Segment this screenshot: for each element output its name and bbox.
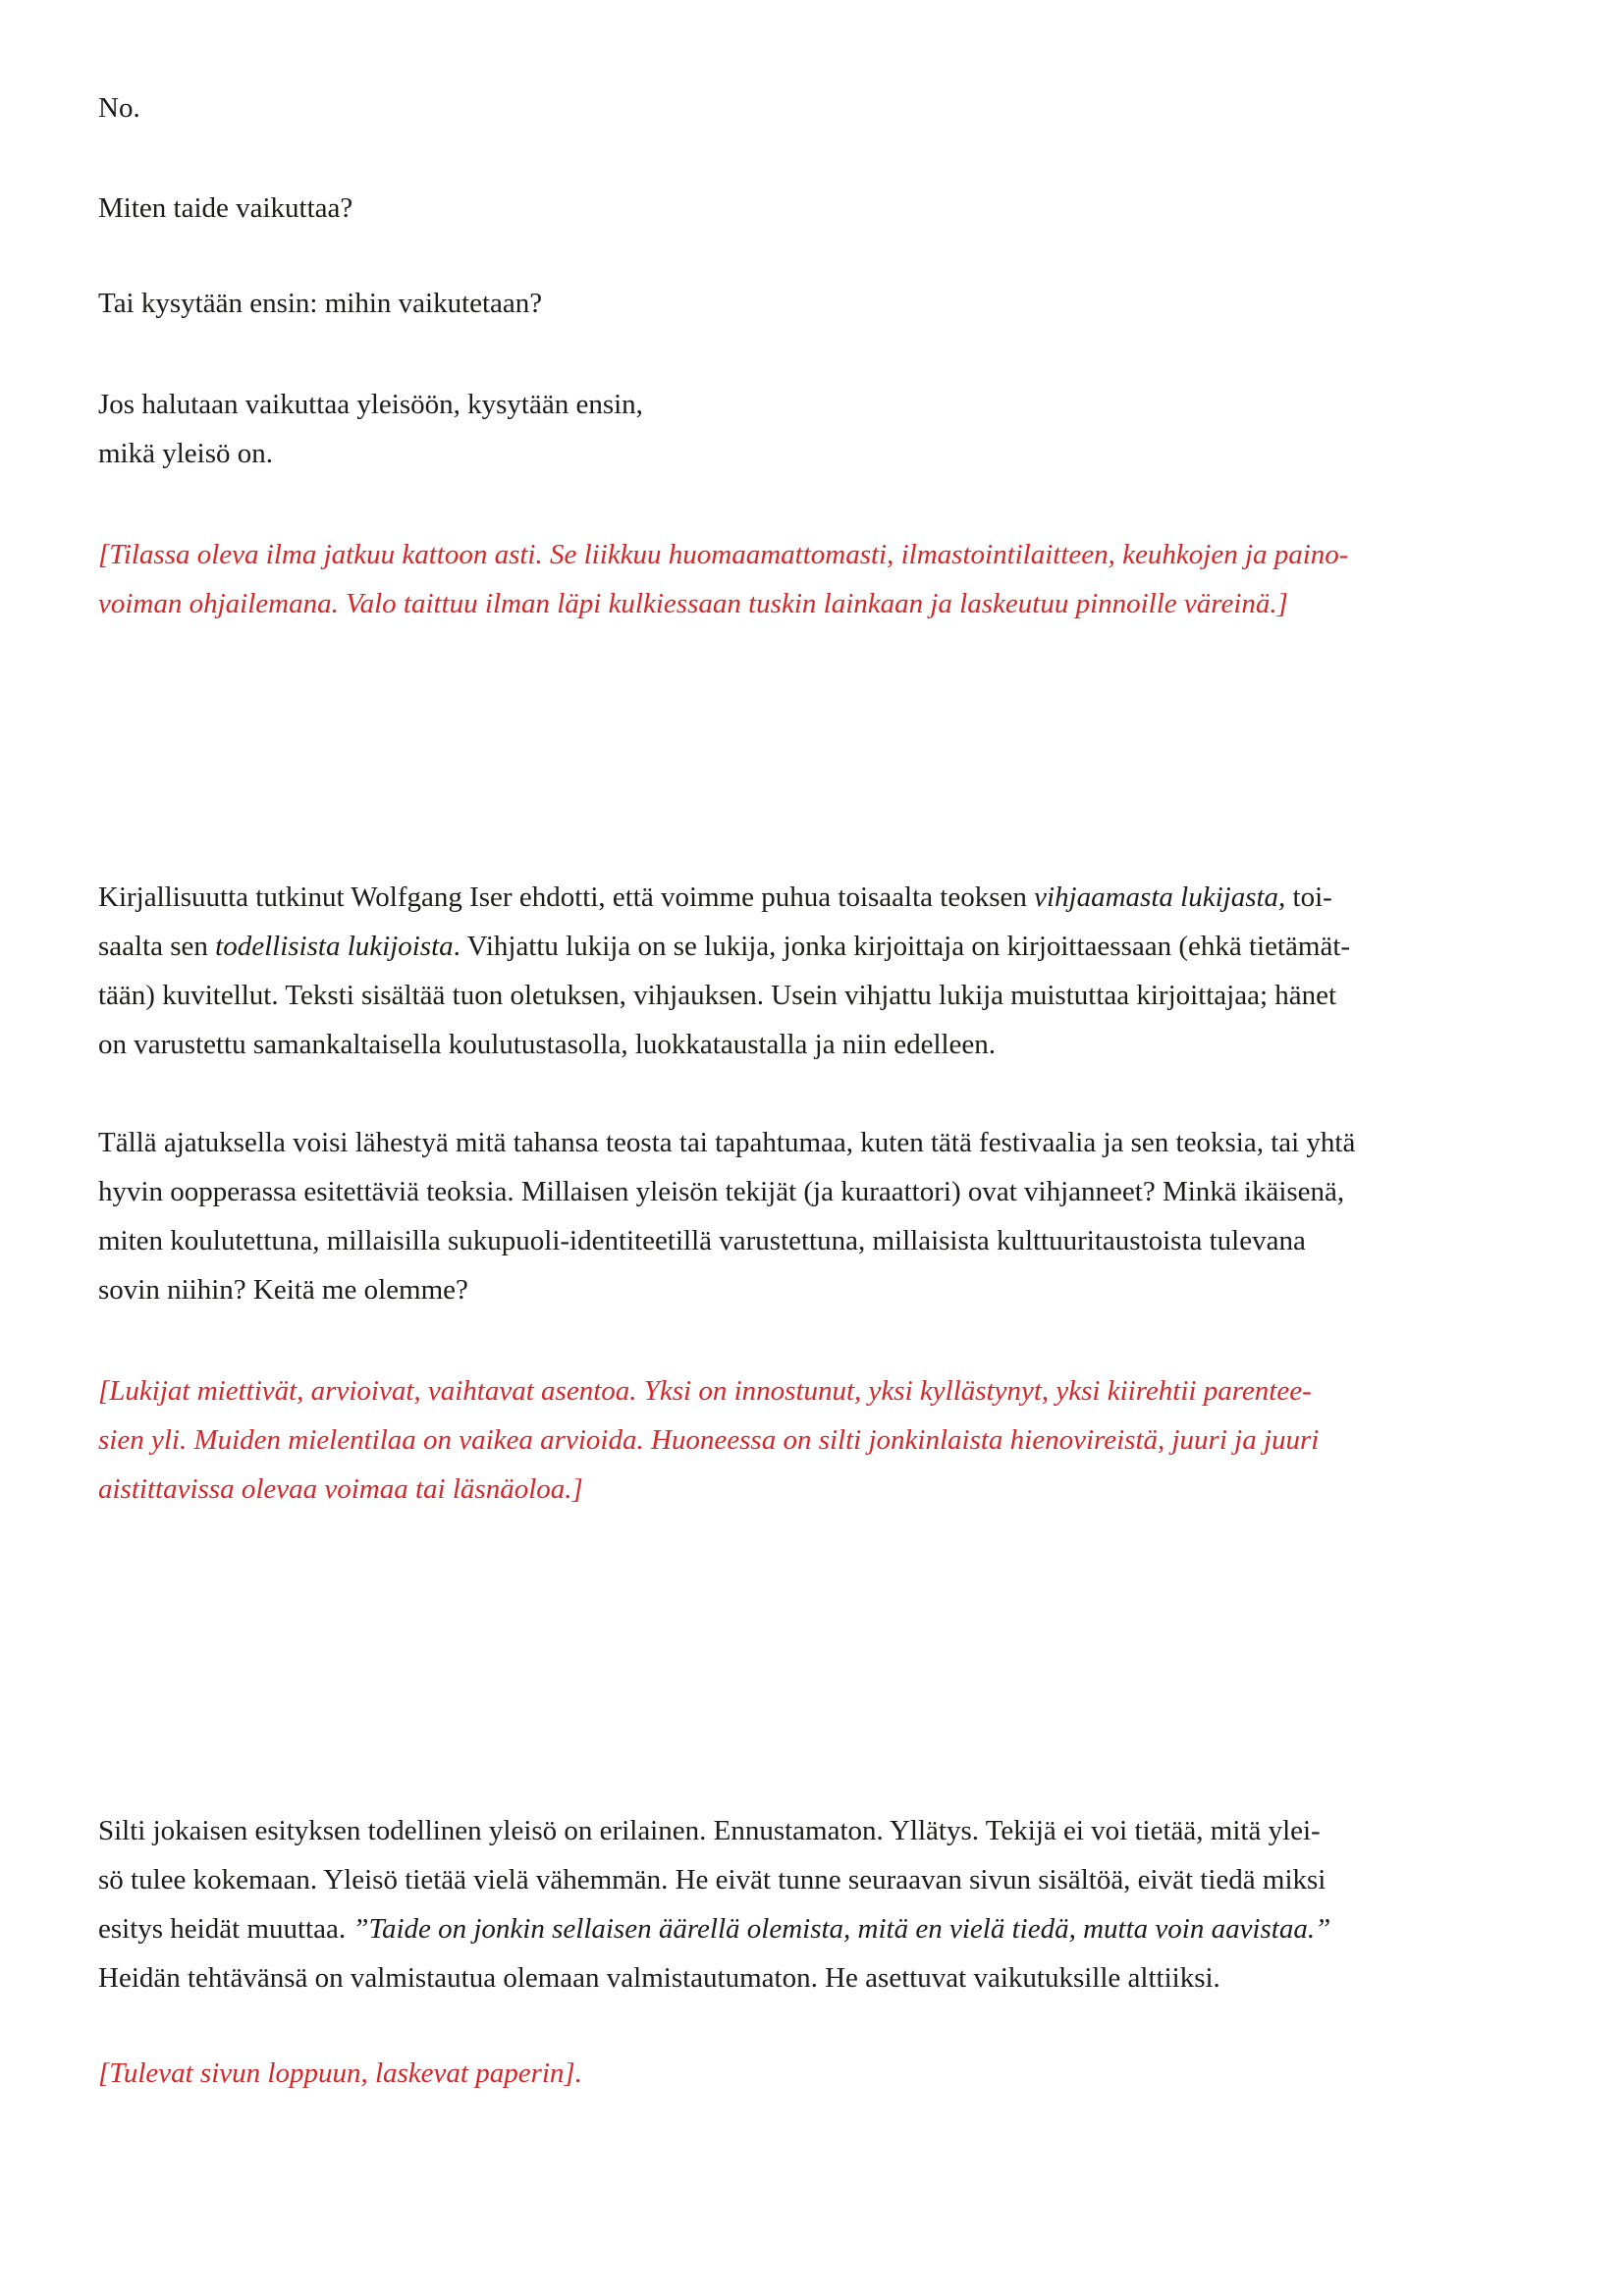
stage-direction-run: [Lukijat miettivät, arvioivat, vaihtavat asentoa. Yksi on innostunut, yksi kyllästynyt, yksi kiirehtii parentee- bbox=[98, 1375, 1312, 1407]
text-line bbox=[98, 1118, 1542, 1167]
opening-word bbox=[98, 83, 1542, 133]
text-run: . Vihjattu lukija on se lukija, jonka kirjoittaja on kirjoittaessaan (ehkä tietämät- bbox=[453, 931, 1351, 962]
stage-direction-run: voiman ohjailemana. Valo taittuu ilman läpi kulkiessaan tuskin lainkaan ja laskeutuu pinnoille väreinä.] bbox=[98, 588, 1288, 619]
text-line bbox=[98, 971, 1542, 1020]
text-run: tään) kuvitellut. Teksti sisältää tuon oletuksen, vihjauksen. Usein vihjattu lukija muistuttaa kirjoittajaa; hänet bbox=[98, 980, 1337, 1011]
italic-phrase: todellisista lukijoista bbox=[215, 931, 454, 962]
text-line bbox=[98, 2049, 1542, 2098]
text-line bbox=[98, 184, 1542, 233]
stage-direction-run: [Tulevat sivun loppuun, laskevat paperin]. bbox=[98, 2057, 582, 2089]
question-how-art-affects bbox=[98, 184, 1542, 233]
stage-direction-3 bbox=[98, 2049, 1542, 2098]
text-run: esitys heidät muuttaa. bbox=[98, 1913, 353, 1945]
text-line bbox=[98, 873, 1542, 922]
paragraph-real-audience bbox=[98, 1806, 1542, 2002]
text-run: on varustettu samankaltaisella koulutustasolla, luokkataustalla ja niin edelleen. bbox=[98, 1029, 997, 1060]
text-run: saalta sen bbox=[98, 931, 216, 962]
text-run: toi- bbox=[1285, 881, 1332, 913]
text-line bbox=[98, 1415, 1542, 1465]
text-run: sö tulee kokemaan. Yleisö tietää vielä vähemmän. He eivät tunne seuraavan sivun sisältöä, eivät tiedä miksi bbox=[98, 1864, 1326, 1896]
stage-direction-2 bbox=[98, 1366, 1542, 1514]
text-line bbox=[98, 1953, 1542, 2002]
text-run: Tai kysytään ensin: mihin vaikutetaan? bbox=[98, 288, 543, 319]
intro-statement bbox=[98, 380, 1542, 478]
text-run: sovin niihin? Keitä me olemme? bbox=[98, 1274, 468, 1306]
stage-direction-run: [Tilassa oleva ilma jatkuu kattoon asti. Se liikkuu huomaamattomasti, ilmastointilaitteen, keuhkojen ja paino- bbox=[98, 539, 1349, 570]
text-line bbox=[98, 1806, 1542, 1855]
stage-direction-run: aistittavissa olevaa voimaa tai läsnäoloa.] bbox=[98, 1473, 583, 1505]
italic-phrase: vihjaamasta lukijasta, bbox=[1034, 881, 1286, 913]
text-line bbox=[98, 279, 1542, 328]
text-line bbox=[98, 380, 1542, 429]
question-what-is-affected bbox=[98, 279, 1542, 328]
text-line bbox=[98, 1020, 1542, 1069]
text-run: Jos halutaan vaikuttaa yleisöön, kysytään ensin, bbox=[98, 389, 643, 420]
stage-direction-run: sien yli. Muiden mielentilaa on vaikea arvioida. Huoneessa on silti jonkinlaista hienovireistä, juuri ja juuri bbox=[98, 1424, 1320, 1456]
text-run: Kirjallisuutta tutkinut Wolfgang Iser ehdotti, että voimme puhua toisaalta teoksen bbox=[98, 881, 1035, 913]
italic-quote: ”Taide on jonkin sellaisen äärellä olemista, mitä en vielä tiedä, mutta voin aavistaa.” bbox=[352, 1913, 1331, 1945]
stage-direction-1 bbox=[98, 530, 1542, 628]
text-run: Silti jokaisen esityksen todellinen yleisö on erilainen. Ennustamaton. Yllätys. Tekijä ei voi tietää, mitä ylei- bbox=[98, 1815, 1321, 1846]
text-run: hyvin oopperassa esitettäviä teoksia. Millaisen yleisön tekijät (ja kuraattori) ovat vihjanneet? Minkä ikäisenä, bbox=[98, 1176, 1345, 1207]
paragraph-wolfgang-iser bbox=[98, 873, 1542, 1069]
text-line bbox=[98, 922, 1542, 971]
text-line bbox=[98, 1265, 1542, 1314]
text-run: Heidän tehtävänsä on valmistautua olemaan valmistautumaton. He asettuvat vaikutuksille alttiiksi. bbox=[98, 1962, 1220, 1994]
text-run: mikä yleisö on. bbox=[98, 438, 274, 469]
paragraph-implied-audience bbox=[98, 1118, 1542, 1314]
text-line bbox=[98, 1465, 1542, 1514]
text-line bbox=[98, 83, 1542, 133]
text-line bbox=[98, 530, 1542, 579]
text-run: Tällä ajatuksella voisi lähestyä mitä tahansa teosta tai tapahtumaa, kuten tätä festivaalia ja sen teoksia, tai yhtä bbox=[98, 1127, 1356, 1158]
text-line bbox=[98, 1216, 1542, 1265]
text-line bbox=[98, 1904, 1542, 1953]
text-line bbox=[98, 429, 1542, 478]
text-run: No. bbox=[98, 92, 140, 124]
text-line bbox=[98, 1855, 1542, 1904]
text-line bbox=[98, 1366, 1542, 1415]
text-line bbox=[98, 1167, 1542, 1216]
text-run: miten koulutettuna, millaisilla sukupuoli-identiteetillä varustettuna, millaisista kulttuuritaustoista tulevana bbox=[98, 1225, 1306, 1256]
text-line bbox=[98, 579, 1542, 628]
text-run: Miten taide vaikuttaa? bbox=[98, 192, 353, 224]
